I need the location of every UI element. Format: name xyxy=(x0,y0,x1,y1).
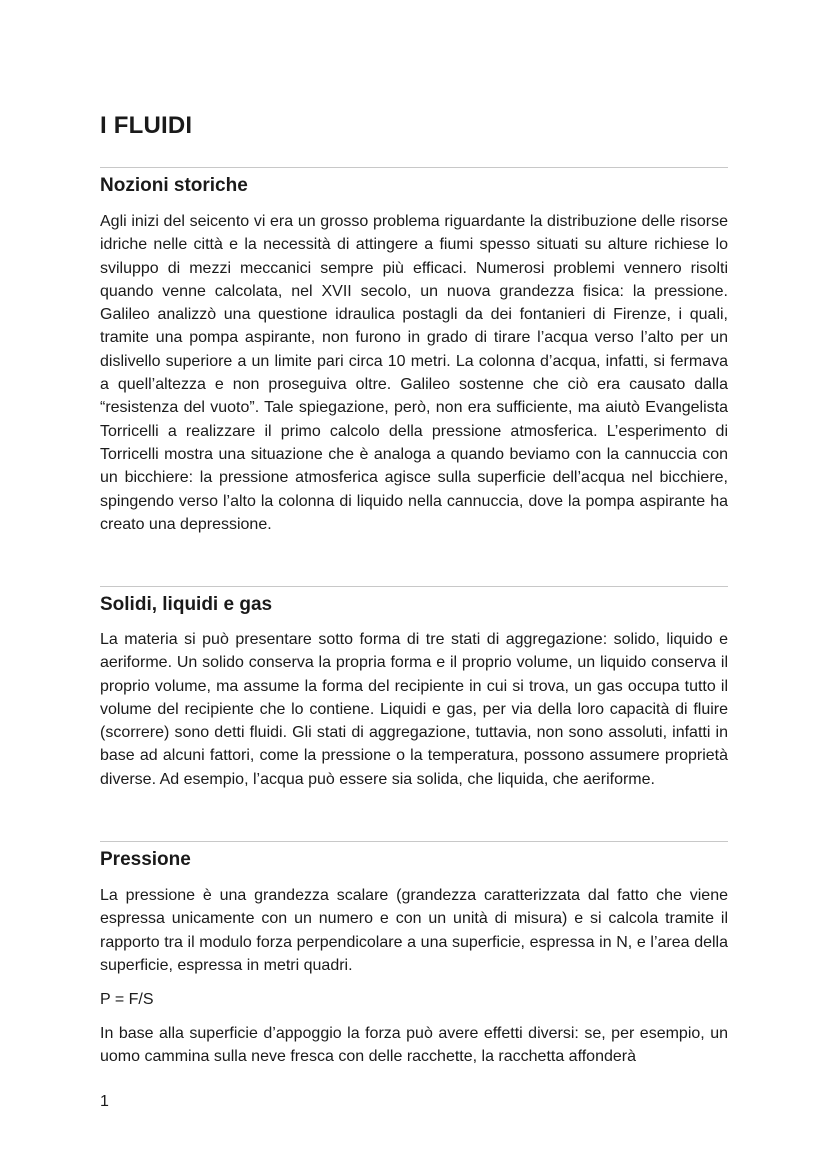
section-divider xyxy=(100,586,728,587)
formula-pressione: P = F/S xyxy=(100,991,154,1008)
page-number: 1 xyxy=(100,1093,109,1110)
paragraph-solidi-liquidi-gas: La materia si può presentare sotto forma di tre stati di aggregazione: solido, liquido e aeriforme. Un solido conserva la propria forma e il proprio volume, un liquido conserva il proprio volume, ma assume la forma del recipiente in cui si trova, un gas occupa tutto il volume del recipiente che lo contiene. Liquidi e gas, per via della loro capacità di fluire (scorrere) sono detti fluidi. Gli stati di aggregazione, tuttavia, non sono assoluti, infatti in base ad alcuni fattori, come la pressione o la temperatura, possono assumere proprietà diverse. Ad esempio, l’acqua può essere sia solida, che liquida, che aeriforme. xyxy=(100,631,728,788)
document-title: I FLUIDI xyxy=(100,112,193,139)
section-heading-solidi-liquidi-gas: Solidi, liquidi e gas xyxy=(100,594,273,615)
section-heading-nozioni-storiche: Nozioni storiche xyxy=(100,175,248,196)
section-divider xyxy=(100,167,728,168)
paragraph-pressione-superficie: In base alla superficie d’appoggio la forza può avere effetti diversi: se, per esempio, un uomo cammina sulla neve fresca con delle racchette, la racchetta affonderà xyxy=(100,1025,728,1066)
paragraph-nozioni-storiche: Agli inizi del seicento vi era un grosso problema riguardante la distribuzione delle risorse idriche nelle città e la necessità di attingere a fiumi spesso situati su alture richiese lo sviluppo di mezzi meccanici sempre più efficaci. Numerosi problemi vennero risolti quando venne calcolata, nel XVII secolo, un nuova grandezza fisica: la pressione. Galileo analizzò una questione idraulica postagli da dei fontanieri di Firenze, i quali, tramite una pompa aspirante, non furono in grado di tirare l’acqua verso l’alto per un dislivello superiore a un limite pari circa 10 metri. La colonna d’acqua, infatti, si fermava a quell’altezza e non proseguiva oltre. Galileo sostenne che ciò era causato dalla “resistenza del vuoto”. Tale spiegazione, però, non era sufficiente, ma aiutò Evangelista Torricelli a realizzare il primo calcolo della pressione atmosferica. L’esperimento di Torricelli mostra una situazione che è analoga a quando beviamo con la cannuccia con un bicchiere: la pressione atmosferica agisce sulla superficie dell’acqua nel bicchiere, spingendo verso l’alto la colonna di liquido nella cannuccia, dove la pompa aspirante ha creato una depressione. xyxy=(100,213,728,533)
section-heading-pressione: Pressione xyxy=(100,849,191,870)
section-divider xyxy=(100,841,728,842)
paragraph-pressione-definizione: La pressione è una grandezza scalare (grandezza caratterizzata dal fatto che viene espressa unicamente con un numero e con un unità di misura) e si calcola tramite il rapporto tra il modulo forza perpendicolare a una superficie, espressa in N, e l’area della superficie, espressa in metri quadri. xyxy=(100,887,728,974)
